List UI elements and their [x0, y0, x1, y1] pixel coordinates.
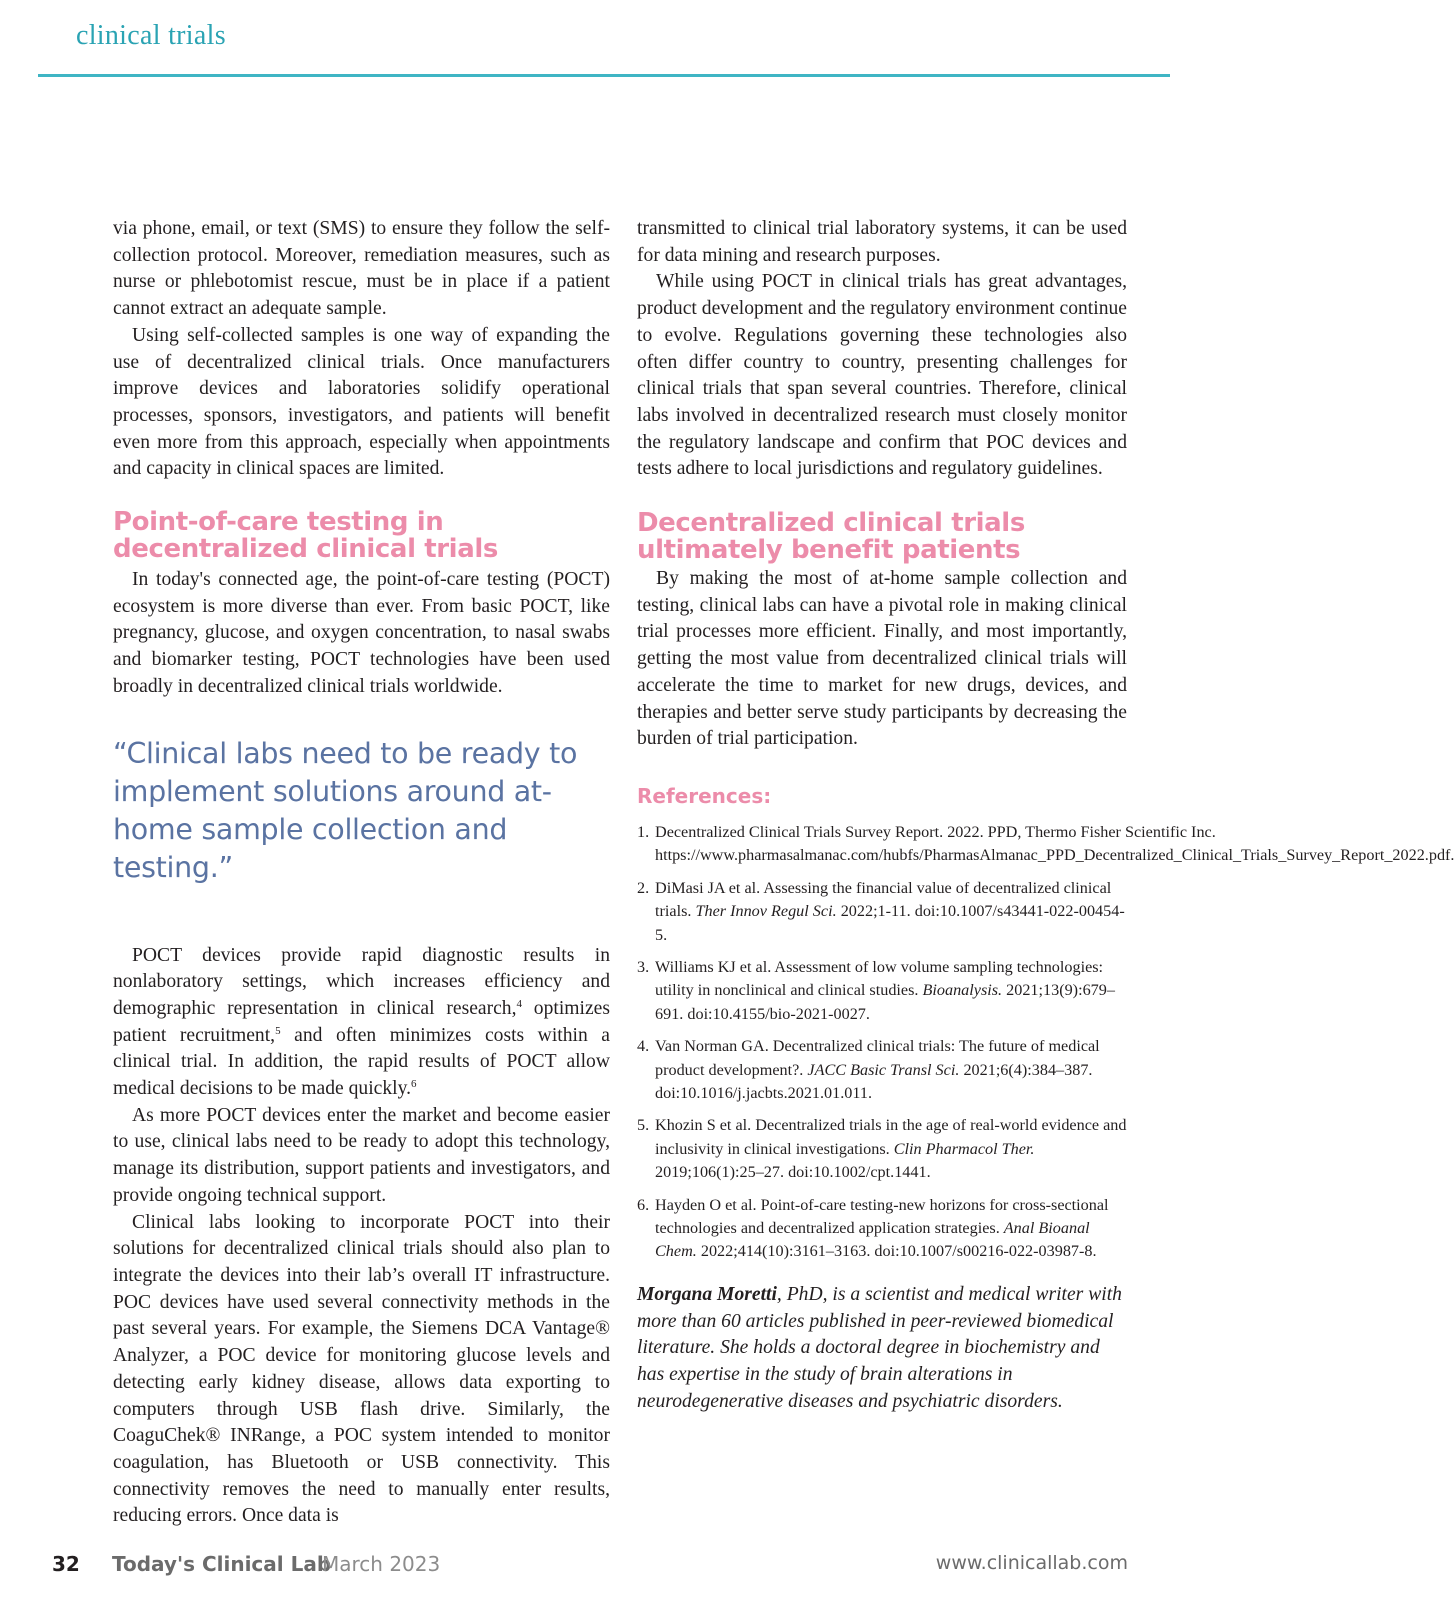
reference-item [637, 1114, 1127, 1184]
header-rule [38, 74, 1170, 77]
reference-text: 2019;106(1):25–27. doi:10.1002/cpt.1441. [655, 1163, 931, 1182]
citation-superscript: 6 [411, 1078, 417, 1091]
reference-item [637, 1035, 1127, 1105]
reference-text: 2022;414(10):3161–3163. doi:10.1007/s00216-022-03987-8. [696, 1242, 1097, 1261]
reference-text: Decentralized Clinical Trials Survey Report. 2022. PPD, Thermo Fisher Scientific Inc. https://www.pharmasalmanac.com/hubfs/PharmasAlmanac_PPD_Decentralized_Clinical_Trials_Survey_Report_2022.pdf. [655, 822, 1454, 865]
pull-quote: “Clinical labs need to be ready to implement solutions around at-home sample collection and testing.” [113, 736, 578, 884]
reference-journal: Ther Innov Regul Sci. [695, 902, 837, 921]
reference-journal: JACC Basic Transl Sci. [807, 1060, 960, 1079]
reference-number: 1. [637, 822, 650, 841]
section-heading: Decentralized clinical trials ultimately benefit patients [637, 508, 1025, 566]
reference-number: 4. [637, 1037, 650, 1056]
left-column [113, 216, 610, 1530]
reference-item [637, 1194, 1127, 1264]
reference-item [637, 821, 1454, 868]
section-heading: Point-of-care testing in decentralized clinical trials [113, 507, 498, 565]
author-name: Morgana Moretti [637, 1283, 777, 1305]
reference-journal: Bioanalysis. [922, 981, 1003, 1000]
body-paragraph: In today's connected age, the point-of-care testing (POCT) ecosystem is more diverse than ever. From basic POCT, like pregnancy, glucose, and oxygen concentration, to nasal swabs and biomarker testing, POCT technologies have been used broadly in decentralized clinical trials worldwide. [113, 569, 610, 697]
body-paragraph [113, 943, 610, 1103]
reference-number: 3. [637, 957, 650, 976]
reference-text: 2021;13(9):679–691. doi:10.4155/bio-2021-0027. [655, 981, 1115, 1023]
body-paragraph: Using self-collected samples is one way of expanding the use of decentralized clinical trials. Once manufacturers improve devices and laboratories solidify operational processes, sponsors, investigators, and patients will benefit even more from this approach, especially when appointments and capacity in clinical spaces are limited. [113, 324, 610, 480]
body-paragraph: Clinical labs looking to incorporate POCT into their solutions for decentralized clinical trials should also plan to integrate the devices into their lab’s overall IT infrastructure. POC devices have used several connectivity methods in the past several years. For example, the Siemens DCA Vantage® Analyzer, a POC device for monitoring glucose levels and detecting early kidney disease, allows data exporting to computers through USB flash drive. Similarly, the CoaguChek® INRange, a POC system intended to monitor coagulation, has Bluetooth or USB connectivity. This connectivity removes the need to manually enter results, reducing errors. Once data is [113, 1211, 610, 1527]
website-url: www.clinicallab.com [935, 1552, 1128, 1574]
text-segment: POCT devices provide rapid diagnostic results in nonlaboratory settings, which increases efficiency and demographic representation in clinical research, [113, 944, 610, 1019]
reference-text: Williams KJ et al. Assessment of low volume sampling technologies: utility in nonclinical and clinical studies. [655, 957, 1104, 1000]
reference-text: 2021;6(4):384–387. doi:10.1016/j.jacbts.2021.01.011. [655, 1060, 1093, 1103]
author-bio-text: , PhD, is a scientist and medical writer with more than 60 articles published in peer-reviewed biomedical literature. She holds a doctoral degree in biochemistry and has expertise in the study of brain alterations in neurodegenerative diseases and psychiatric disorders. [637, 1283, 1122, 1412]
publication-name: Today's Clinical Lab [112, 1552, 332, 1576]
reference-item [637, 877, 1127, 947]
text-segment: optimizes patient recruitment, [113, 997, 610, 1046]
body-paragraph: While using POCT in clinical trials has great advantages, product development and the regulatory environment continue to evolve. Regulations governing these technologies also often differ country to country, presenting challenges for clinical trials that span several countries. Therefore, clinical labs involved in decentralized research must closely monitor the regulatory landscape and confirm that POC devices and tests adhere to local jurisdictions and regulatory guidelines. [637, 271, 1127, 480]
references-heading: References: [637, 783, 772, 808]
body-paragraph: By making the most of at-home sample collection and testing, clinical labs can have a pivotal role in making clinical trial processes more efficient. Finally, and most importantly, getting the most value from decentralized clinical trials will accelerate the time to market for new drugs, devices, and therapies and better serve study participants by decreasing the burden of trial participation. [637, 568, 1127, 750]
author-bio [637, 1282, 1127, 1416]
issue-date: March 2023 [322, 1552, 441, 1576]
reference-text: Khozin S et al. Decentralized trials in the age of real-world evidence and inclusivity in clinical investigations. [655, 1116, 1127, 1158]
reference-number: 6. [637, 1195, 650, 1214]
references-list [637, 821, 1454, 1264]
reference-text: Van Norman GA. Decentralized clinical trials: The future of medical product development?. [655, 1037, 1100, 1079]
reference-journal: Anal Bioanal Chem. [655, 1219, 1090, 1261]
reference-journal: Clin Pharmacol Ther. [893, 1139, 1035, 1158]
body-paragraph: As more POCT devices enter the market and become easier to use, clinical labs need to be ready to adopt this technology, manage its distribution, support patients and investigators, and provide ongoing technical support. [113, 1104, 610, 1206]
reference-item [637, 956, 1127, 1026]
body-paragraph: via phone, email, or text (SMS) to ensure they follow the self-collection protocol. Moreover, remediation measures, such as nurse or phlebotomist rescue, must be in place if a patient cannot extract an adequate sample. [113, 218, 610, 320]
citation-superscript: 5 [275, 1024, 281, 1037]
page-number: 32 [52, 1552, 80, 1576]
right-column [637, 216, 1454, 1415]
body-paragraph: transmitted to clinical trial laboratory systems, it can be used for data mining and research purposes. [637, 218, 1127, 266]
reference-text: Hayden O et al. Point-of-care testing-new horizons for cross-sectional technologies and decentralized application strategies. [655, 1195, 1109, 1238]
section-label: clinical trials [76, 20, 226, 51]
reference-number: 5. [637, 1116, 650, 1135]
reference-number: 2. [637, 878, 650, 897]
reference-text: DiMasi JA et al. Assessing the financial value of decentralized clinical trials. [655, 878, 1112, 921]
reference-text: 2022;1-11. doi:10.1007/s43441-022-00454-5. [655, 902, 1125, 944]
citation-superscript: 4 [516, 997, 523, 1010]
text-segment: and often minimizes costs within a clinical trial. In addition, the rapid results of POCT allow medical decisions to be made quickly. [113, 1024, 611, 1100]
